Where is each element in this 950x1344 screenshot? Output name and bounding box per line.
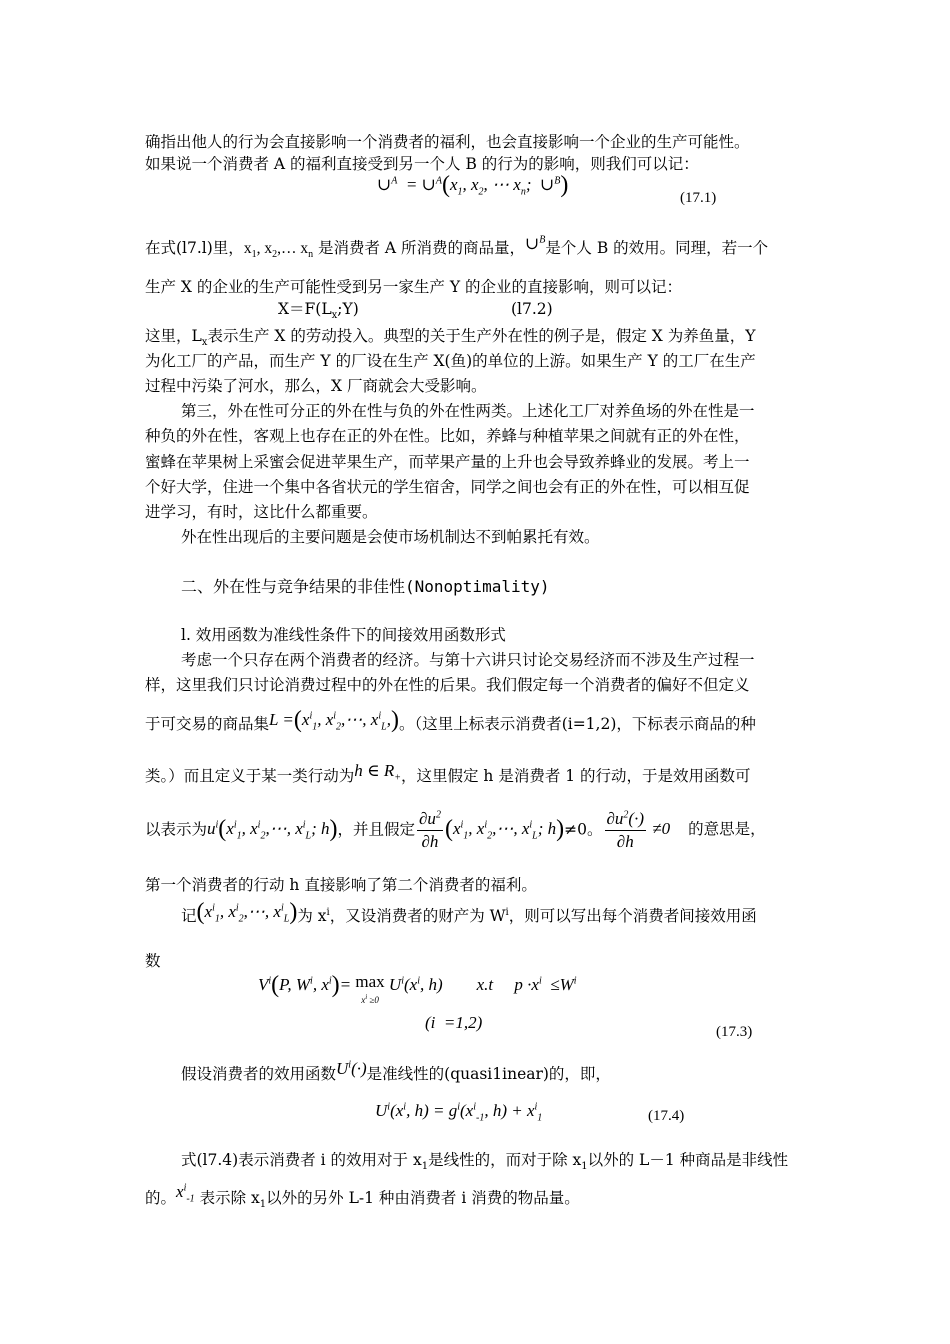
paragraph-line: 假设消费者的效用函数$U^i(\cdot)$是准线性的(quasi1inear)的，即， (181, 1059, 611, 1083)
paragraph-line: 第三，外在性可分正的外在性与负的外在性两类。上述化工厂对养鱼场的外在性是一 (181, 402, 755, 420)
paragraph-line: 第一个消费者的行动 h 直接影响了第二个消费者的福利。 (145, 876, 537, 894)
paragraph-line: 式(l7.4)表示消费者 i 的效用对于 $x_1$是线性的，而对于除 $x_1$以外的 L－1 种商品是非线性 (181, 1151, 789, 1173)
equation-number: (17.1) (680, 190, 717, 206)
equation-17-3-index: (i =1,2) (425, 1013, 483, 1032)
paragraph-line: 确指出他人的行为会直接影响一个消费者的福利，也会直接影响一个企业的生产可能性。 (145, 133, 750, 151)
paragraph-line: 为化工厂的产品，而生产 Y 的厂设在生产 X(鱼)的单位的上游。如果生产 Y 的工厂在生产 (145, 352, 756, 370)
equation-17-2: $X=F(L_x;Y)$ (278, 300, 359, 322)
paragraph-line: 蜜蜂在苹果树上采蜜会促进苹果生产，而苹果产量的上升也会导致养蜂业的发展。考上一 (145, 453, 750, 471)
equation-number: (l7.2) (511, 300, 553, 318)
paragraph-line: 在式(l7.l)里，$x_1$, $x_2,\dots$ $x_n$ 是消费者 A 所消费的商品量，∪$^B$是个人 B 的效用。同理，若一个 (145, 234, 769, 261)
paragraph-line: 个好大学，住进一个集中各省状元的学生宿舍，同学之间也会有正的外在性，可以相互促 (145, 478, 750, 496)
paragraph-line: 外在性出现后的主要问题是会使市场机制达不到帕累托有效。 (181, 528, 600, 546)
paragraph-line: 过程中污染了河水，那么，X 厂商就会大受影响。 (145, 377, 487, 395)
equation-number: (17.3) (716, 1024, 753, 1040)
equation-number: (17.4) (648, 1108, 685, 1124)
paragraph-line: 种负的外在性，客观上也存在正的外在性。比如，养蜂与种植苹果之间就有正的外在性， (145, 427, 750, 445)
equation-17-1: ∪$^A$ = $\cup^A(x_1$, $x_2$, ⋯ $x_n$; ∪$^B$) (377, 172, 569, 198)
paragraph-line: 进学习，有时，这比什么都重要。 (145, 503, 378, 521)
paragraph-line: 类。）而且定义于某一类行动为h ∈ $R_+$，这里假定 h 是消费者 1 的行动，于是效用函数可 (145, 761, 751, 785)
paragraph-line: 于可交易的商品集$L =(x^i_1$, $x^i_2,\cdots$, $x^i_L$,)。（这里上标表示消费者(i=1,2)，下标表示商品的种 (145, 707, 756, 733)
equation-17-3: $V^i(P$, $W^i$, $x^i)= \max$ $x^i \ge 0$ $U^i(x^i$, h) x.t $p \cdot x^i \le W^i$ (258, 972, 577, 1005)
paragraph-line: 的。$x^i_{-1}$ 表示除 $x_1$以外的另外 L-1 种由消费者 i 消费的物品量。 (145, 1182, 580, 1211)
paragraph-line: 以表示为$u^i(x^i_1$, $x^i_2,\cdots$, $x^i_L$; h)，并且假定 $\frac{\partial u^2}{\partial h}$ ($x^i_1$, $x^i_2,\cdots$, $x^i_L$; h)≠0。 $\frac{\partial u^2(\cdot)}{\partial h}$ ≠0 的意思是， (145, 809, 766, 851)
paragraph-line: 数 (145, 952, 161, 970)
equation-17-4: $U^i(x^i$, $h) = g^i(x^i_{-1}$, $h) + x^i_1$ (375, 1101, 543, 1124)
section-heading: 二、外在性与竞争结果的非佳性(Nonoptimality) (181, 577, 550, 596)
paragraph-line: 生产 X 的企业的生产可能性受到另一家生产 Y 的企业的直接影响，则可以记： (145, 278, 682, 296)
paragraph-line: 这里，$L_x$表示生产 X 的劳动投入。典型的关于生产外在性的例子是，假定 X 为养鱼量，Y (145, 327, 756, 349)
paragraph-line: 记($x^i_1$, $x^i_2,\cdots$, $x^i_L$)为 $x^i$，又设消费者的财产为 $W^i$，则可以写出每个消费者间接效用函 (181, 899, 757, 925)
paragraph-line: 考虑一个只存在两个消费者的经济。与第十六讲只讨论交易经济而不涉及生产过程一 (181, 651, 755, 669)
paragraph-line: 如果说一个消费者 A 的福利直接受到另一个人 B 的行为的影响，则我们可以记： (145, 155, 699, 173)
paragraph-line: 样，这里我们只讨论消费过程中的外在性的后果。我们假定每一个消费者的偏好不但定义 (145, 676, 750, 694)
subsection-title: l. 效用函数为准线性条件下的间接效用函数形式 (181, 626, 506, 644)
